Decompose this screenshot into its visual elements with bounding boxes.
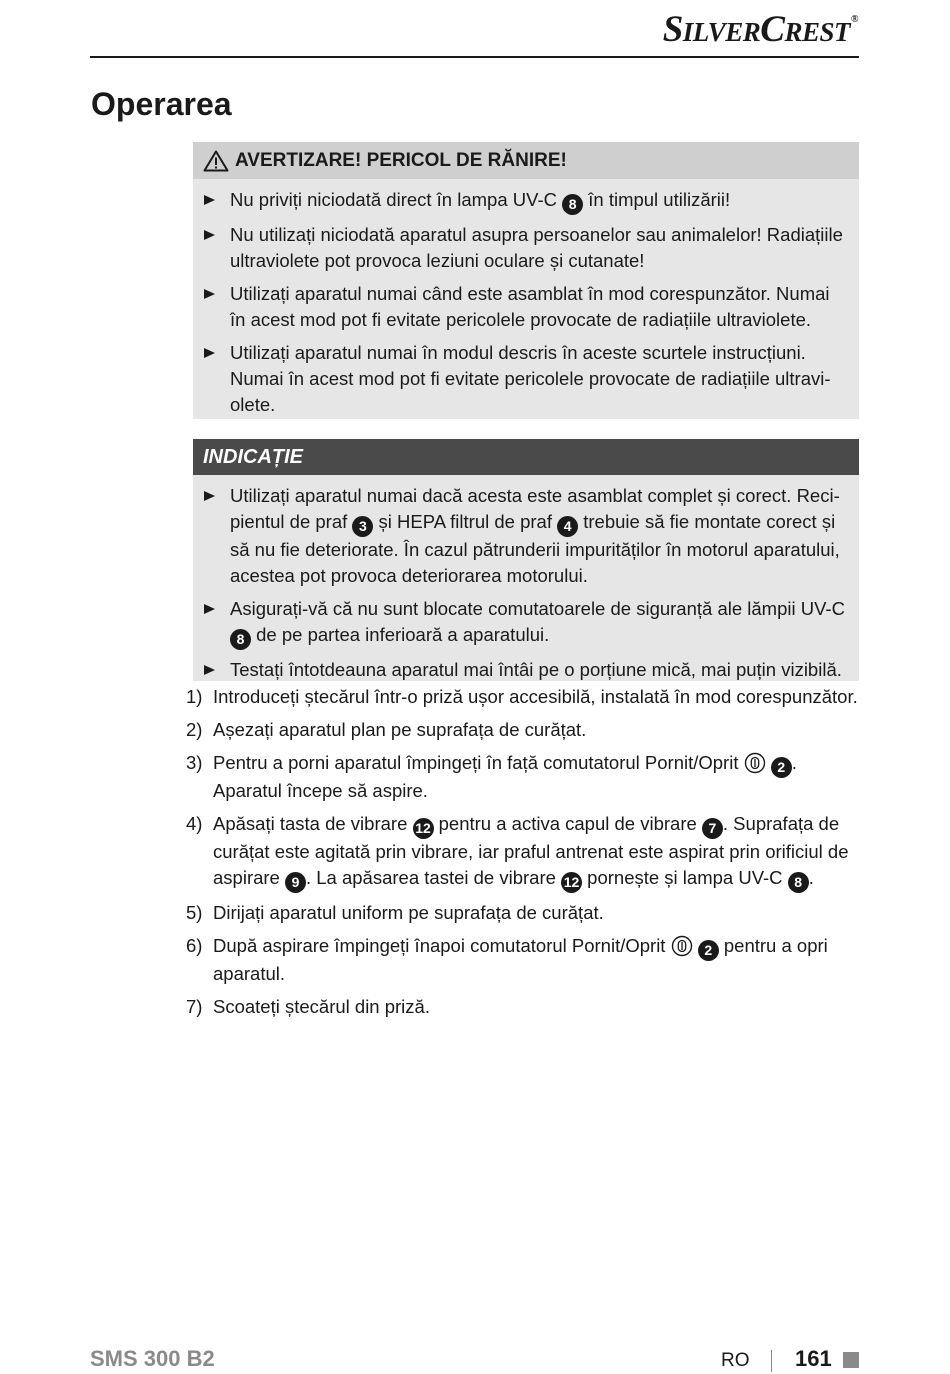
part-number-badge: 12: [561, 872, 582, 893]
list-item: Nu utilizați niciodată aparatul asupra persoanelor sau animalelor! Radiațiile ultraviolete pot provoca leziuni oculare și cutanate!: [193, 222, 849, 274]
step-number: 6): [186, 935, 203, 956]
bullet-arrow-icon: [204, 604, 215, 614]
page-number: 161: [795, 1346, 832, 1371]
step-number: 2): [186, 719, 203, 740]
page-title: Operarea: [91, 86, 232, 122]
warning-list: [193, 179, 859, 418]
brand-logo: SILVERCREST®: [662, 9, 858, 50]
step-item: 1) Introduceți ștecărul într-o priză ușor accesibilă, instalată în mod corespunzător.: [186, 684, 866, 710]
step-item: 5) Dirijați aparatul uniform pe suprafața de curățat.: [186, 900, 866, 926]
footer-separator: [771, 1350, 772, 1372]
bullet-arrow-icon: [204, 230, 215, 240]
step-item: 3) Pentru a porni aparatul împingeți în față comutatorul Pornit/Oprit 2 . Aparatul începe să aspire.: [186, 752, 797, 801]
part-number-badge: 8: [562, 194, 583, 215]
bullet-arrow-icon: [204, 491, 215, 501]
bullet-arrow-icon: [204, 665, 215, 675]
on-off-switch-icon: [671, 935, 693, 957]
step-item: 4) Apăsați tasta de vibrare 12 pentru a activa capul de vibrare 7 . Suprafața de curățat este agitată prin vibrare, iar praful antrenat este aspirat prin orificiul de aspirare 9 . La apăsarea tastei de vibrare 12 pornește și lampa UV-C 8 .: [186, 811, 866, 893]
warning-triangle-icon: [203, 150, 229, 172]
step-item: 6) După aspirare împingeți înapoi comutatorul Pornit/Oprit 2 pentru a opri aparatul.: [186, 935, 828, 984]
bullet-arrow-icon: [204, 289, 215, 299]
step-number: 7): [186, 996, 203, 1017]
footer-language: RO: [721, 1350, 750, 1371]
list-item: Nu priviți niciodată direct în lampa UV-C 8 în timpul utilizării!: [193, 187, 849, 215]
list-item: Utilizați aparatul numai dacă acesta este asamblat complet și corect. Reci-pientul de praf 3 și HEPA filtrul de praf 4 trebuie să fie montate corect și să nu fie deteriorate. În cazul pătrunderii impurităților în motorul aparatului, acestea pot provoca deteriorarea motorului.: [193, 483, 849, 589]
step-number: 3): [186, 752, 203, 773]
steps-list: [186, 684, 866, 1027]
step-number: 4): [186, 813, 203, 834]
step-item: 2) Așezați aparatul plan pe suprafața de curățat.: [186, 717, 866, 743]
bullet-arrow-icon: [204, 348, 215, 358]
footer-model: SMS 300 B2: [90, 1346, 215, 1371]
warning-box: [193, 142, 859, 419]
part-number-badge: 8: [230, 629, 251, 650]
part-number-badge: 12: [413, 818, 434, 839]
part-number-badge: 9: [285, 872, 306, 893]
warning-title: AVERTIZARE! PERICOL DE RĂNIRE!: [235, 149, 567, 171]
part-number-badge: 4: [557, 516, 578, 537]
part-number-badge: 3: [352, 516, 373, 537]
note-title: INDICAȚIE: [203, 445, 303, 468]
header-rule: [90, 56, 859, 58]
part-number-badge: 8: [788, 872, 809, 893]
step-number: 5): [186, 902, 203, 923]
footer-square-icon: [843, 1352, 859, 1368]
list-item: Utilizați aparatul numai când este asamblat în mod corespunzător. Numai în acest mod pot fi evitate pericolele provocate de radiațiile ultraviolete.: [193, 281, 849, 333]
list-item: Asigurați-vă că nu sunt blocate comutatoarele de siguranță ale lămpii UV-C 8 de pe partea inferioară a aparatului.: [193, 596, 849, 650]
list-item: Testați întotdeauna aparatul mai întâi pe o porțiune mică, mai puțin vizibilă.: [193, 657, 849, 683]
part-number-badge: 2: [698, 940, 719, 961]
list-item: Utilizați aparatul numai în modul descris în aceste scurtele instrucțiuni. Numai în acest mod pot fi evitate pericolele provocate de radiațiile ultravi-olete.: [193, 340, 849, 418]
note-header: [193, 439, 859, 475]
part-number-badge: 7: [702, 818, 723, 839]
warning-header: [193, 142, 859, 179]
note-list: [193, 475, 859, 683]
on-off-switch-icon: [744, 752, 766, 774]
part-number-badge: 2: [771, 757, 792, 778]
note-box: [193, 439, 859, 681]
step-item: 7) Scoateți ștecărul din priză.: [186, 994, 866, 1020]
step-number: 1): [186, 686, 203, 707]
bullet-arrow-icon: [204, 195, 215, 205]
